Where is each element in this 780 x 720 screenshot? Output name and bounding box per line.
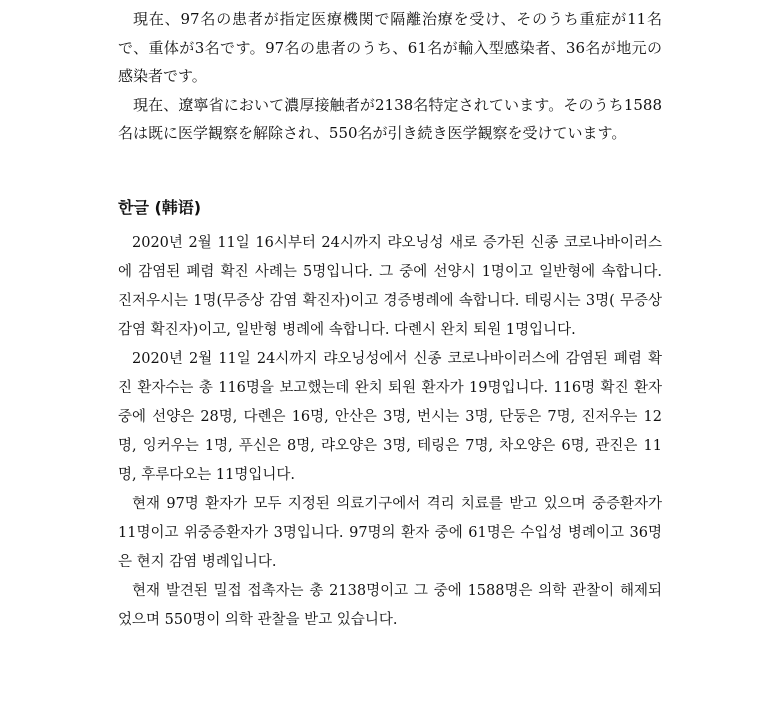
korean-section [118, 229, 662, 635]
japanese-paragraph: 現在、遼寧省において濃厚接触者が2138名特定されています。そのうち1588名は既に医学観察を解除され、550名が引き続き医学観察を受けています。 [118, 95, 662, 142]
japanese-section [118, 0, 662, 148]
japanese-paragraph: 現在、97名の患者が指定医療機関で隔離治療を受け、そのうち重症が11名で、重体が3名です。97名の患者のうち、61名が輸入型感染者、36名が地元の感染者です。 [118, 10, 662, 85]
korean-paragraph: 2020년 2월 11일 16시부터 24시까지 랴오닝성 새로 증가된 신종 코로나바이러스에 감염된 폐렴 확진 사례는 5명입니다. 그 중에 선양시 1명이고 일반형에 속합니다. 진저우시는 1명(무증상 감염 확진자)이고 경증병례에 속합니다. 테링시는 3명( 무증상 감염 확진자)이고, 일반형 병례에 속합니다. 다롄시 완치 퇴원 1명입니다. [118, 235, 662, 338]
section-heading-korean: 한글 (韩语) [118, 198, 202, 217]
korean-paragraph: 2020년 2월 11일 24시까지 랴오닝성에서 신종 코로나바이러스에 감염된 폐렴 확진 환자수는 총 116명을 보고했는데 완치 퇴원 환자가 19명입니다. 116명 확진 환자 중에 선양은 28명, 다롄은 16명, 안산은 3명, 번시는 3명, 단둥은 7명, 진저우는 12명, 잉커우는 1명, 푸신은 8명, 랴오양은 3명, 테링은 7명, 차오양은 6명, 관진은 11명, 후루다오는 11명입니다. [118, 351, 662, 483]
document-page [118, 0, 662, 628]
korean-paragraph: 현재 97명 환자가 모두 지정된 의료기구에서 격리 치료를 받고 있으며 중증환자가 11명이고 위중증환자가 3명입니다. 97명의 환자 중에 61명은 수입성 병례이고 36명은 현지 감염 병례입니다. [118, 496, 662, 570]
korean-paragraph: 현재 발견된 밀접 접촉자는 총 2138명이고 그 중에 1588명은 의학 관찰이 해제되었으며 550명이 의학 관찰을 받고 있습니다. [118, 583, 662, 628]
